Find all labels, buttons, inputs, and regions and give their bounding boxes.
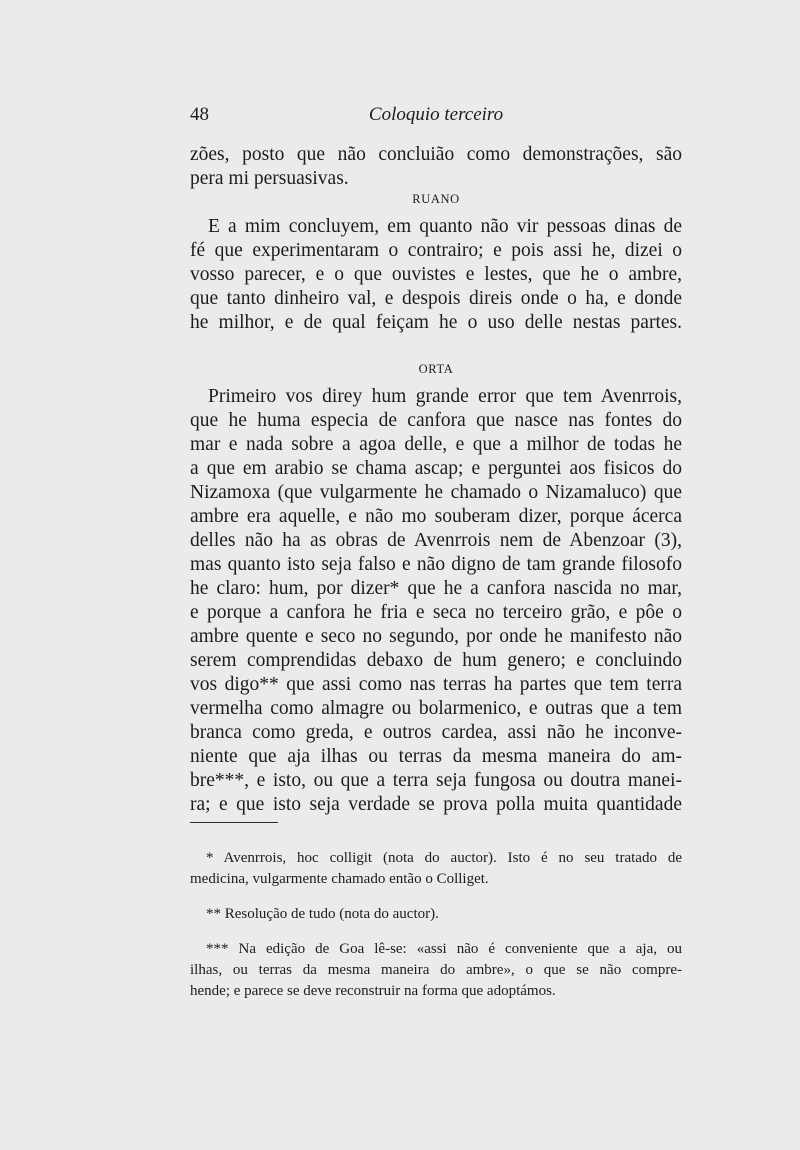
page-number: 48 [190,104,209,125]
text-line: ambre era aquelle, e não mo souberam dizer, porque ácerca [190,506,682,527]
text-line: vosso parecer, e o que ouvistes e lestes, que he o ambre, [190,264,682,285]
footnote-line: ** Resolução de tudo (nota do auctor). [206,906,439,922]
text-line: ambre quente e seco no segundo, por onde he manifesto não [190,626,682,647]
footnote-rule [190,822,278,823]
footnotes [190,848,682,1016]
text-line: e porque a canfora he fria e seca no terceiro grão, e pôe o [190,602,682,623]
footnote-3 [190,939,682,1002]
text-line: Primeiro vos direy hum grande error que tem Avenrrois, [208,386,682,407]
text-line: vos digo** que assi como nas terras ha partes que tem terra [190,674,682,695]
opening-paragraph [190,143,682,191]
text-line: E a mim concluyem, em quanto não vir pessoas dinas de [208,216,682,237]
footnote-line: *** Na edição de Goa lê-se: «assi não é conveniente que a aja, ou [206,941,682,957]
page-header [190,104,682,130]
text-line: he claro: hum, por dizer* que he a canfora nascida no mar, [190,578,682,599]
text-line: vermelha como almagre ou bolarmenico, e outras que a tem [190,698,682,719]
orta-paragraph [190,385,682,817]
text-line: niente que aja ilhas ou terras da mesma maneira do am- [190,746,682,767]
text-line: he milhor, e de qual feiçam he o uso delle nestas partes. [190,312,682,333]
footnote-line: ilhas, ou terras da mesma maneira do ambre», o que se não compre- [190,962,682,978]
text-line: bre***, e isto, ou que a terra seja fungosa ou doutra manei- [190,770,682,791]
text-line: ra; e que isto seja verdade se prova polla muita quantidade [190,794,682,815]
speaker-ruano: RUANO [412,192,460,206]
text-line: Nizamoxa (que vulgarmente he chamado o Nizamaluco) que [190,482,682,503]
speaker-orta: ORTA [418,362,454,376]
text-line: fé que experimentaram o contrairo; e pois assi he, dizei o [190,240,682,261]
text-line: mas quanto isto seja falso e não digno de tam grande filosofo [190,554,682,575]
ruano-paragraph [190,215,682,335]
text-line: branca como greda, e outros cardea, assi não he inconve- [190,722,682,743]
main-text [190,143,682,817]
running-title: Coloquio terceiro [368,104,504,125]
text-line: a que em arabio se chama ascap; e perguntei aos fisicos do [190,458,682,479]
footnote-line: medicina, vulgarmente chamado então o Colliget. [190,871,489,887]
text-line: delles não ha as obras de Avenrrois nem de Abenzoar (3), [190,530,682,551]
footnote-line: * Avenrrois, hoc colligit (nota do auctor). Isto é no seu tratado de [206,850,682,866]
text-line: pera mi persuasivas. [190,168,349,189]
text-line: serem comprendidas debaxo de hum genero; e concluindo [190,650,682,671]
footnote-line: hende; e parece se deve reconstruir na forma que adoptámos. [190,983,556,999]
text-line: que he huma especia de canfora que nasce nas fontes do [190,410,682,431]
footnote-1 [190,848,682,890]
text-line: que tanto dinheiro val, e despois direis onde o ha, e donde [190,288,682,309]
text-line: mar e nada sobre a agoa delle, e que a milhor de todas he [190,434,682,455]
footnote-2 [190,904,682,925]
text-line: zões, posto que não concluião como demonstrações, são [190,144,682,165]
